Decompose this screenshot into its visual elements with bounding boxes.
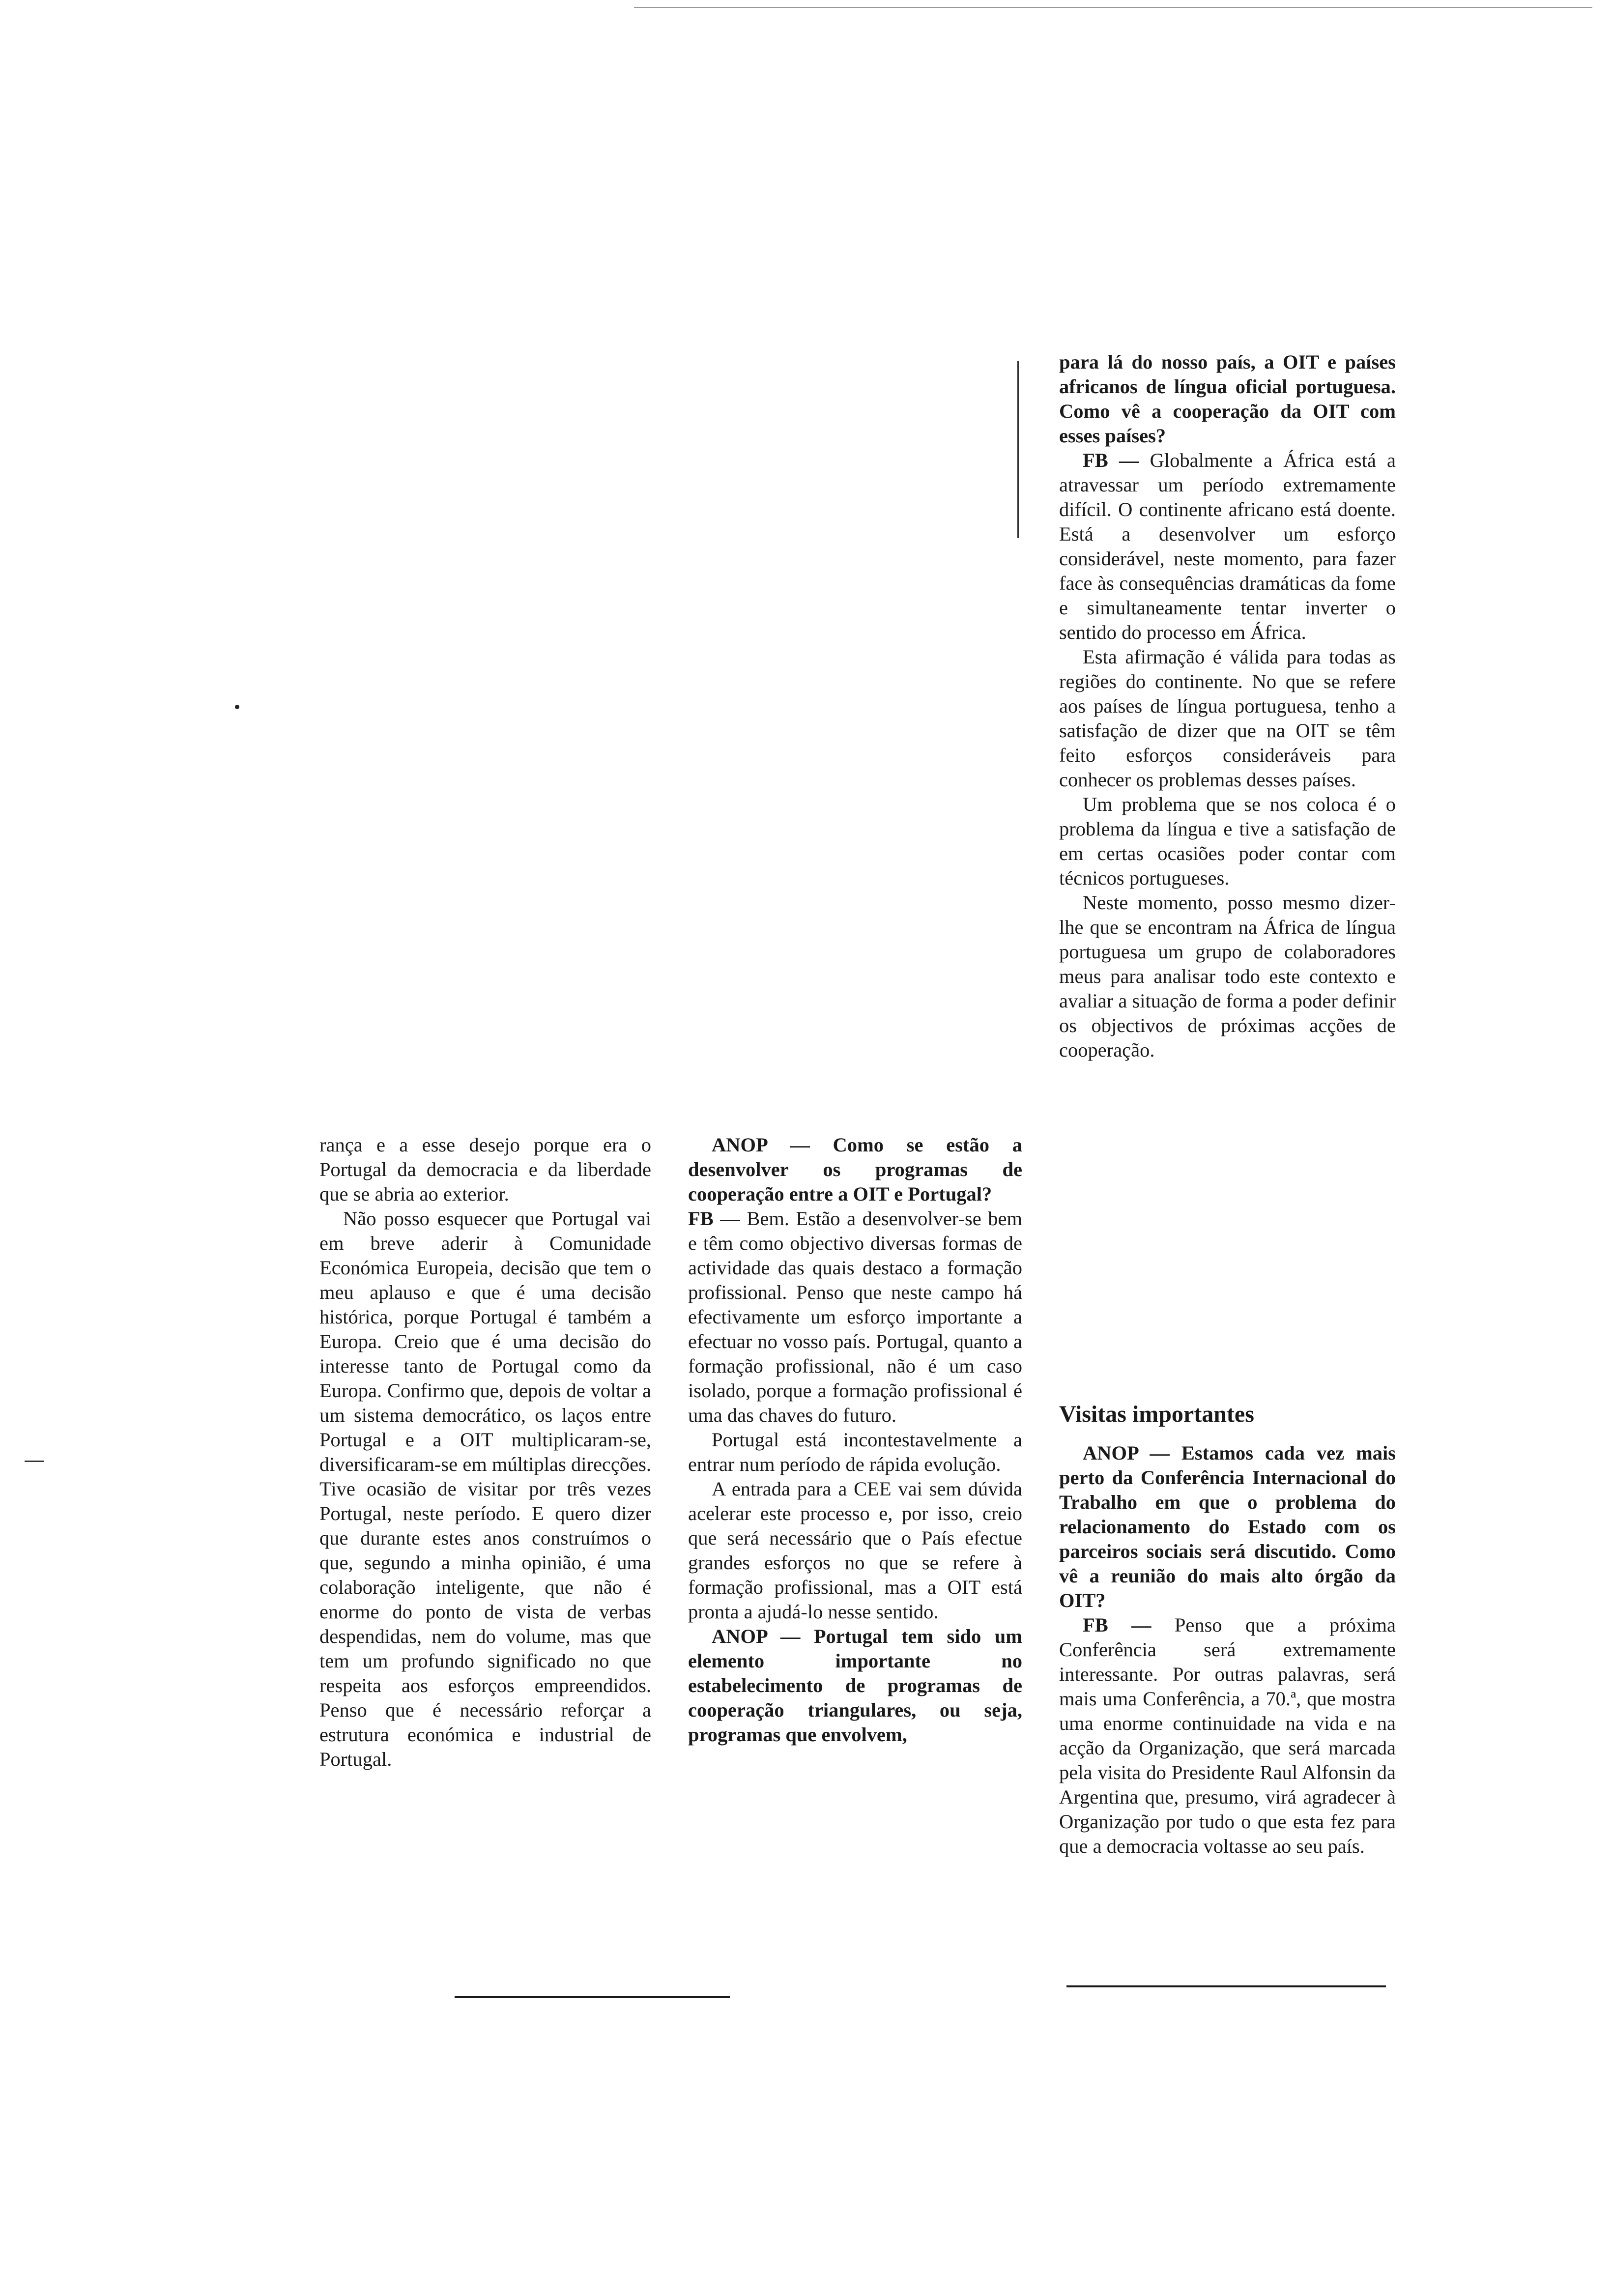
question-3 (1059, 1441, 1396, 1613)
article-column-right-top (1059, 350, 1396, 1062)
question-3-speaker: ANOP — (1083, 1442, 1170, 1464)
left-paragraph-1: rança e a esse desejo porque era o Portugal da democracia e da liberdade que se abria ao exterior. (319, 1134, 651, 1205)
article-column-left (319, 1133, 651, 1772)
answer-3 (1059, 1613, 1396, 1859)
answer-2-speaker: FB — (1083, 449, 1139, 471)
question-1-speaker: ANOP — (712, 1134, 810, 1156)
question-3-text: Estamos cada vez mais perto da Conferência Internacional do Trabalho em que o problema do relacionamento do Estado com os parceiros sociais será discutido. Como vê a reunião do mais alto órgão da OIT? (1059, 1442, 1396, 1611)
answer-1-speaker: FB — (688, 1207, 740, 1230)
left-paragraph-2: Não posso esquecer que Portugal vai em breve aderir à Comunidade Económica Europeia, decisão que tem o meu aplauso e que é uma decisão histórica, porque Portugal é também a Europa. Creio que é uma decisão do interesse tanto de Portugal como da Europa. Confirmo que, depois de voltar a um sistema democrático, os laços entre Portugal e a OIT multiplicaram-se, diversificaram-se em múltiplas direcções. Tive ocasião de visitar por três vezes Portugal, neste período. E quero dizer que durante estes anos construímos o que, segundo a minha opinião, é uma colaboração inteligente, que não é enorme do ponto de vista de verbas despendidas, nem do volume, mas que tem um profundo significado no que respeita aos esforços empreendidos. Penso que é necessário reforçar a estrutura económica e industrial de Portugal. (319, 1207, 651, 1770)
answer-3-text: Penso que a próxima Conferência será extremamente interessante. Por outras palavras, será mais uma Conferência, a 70.ª, que mostra uma enorme continuidade na vida e na acção da Organização, que será marcada pela visita do Presidente Raul Alfonsin da Argentina que, presumo, virá agradecer à Organização por tudo o que esta fez para que a democracia voltasse ao seu país. (1059, 1614, 1396, 1857)
margin-mark (1017, 361, 1019, 538)
answer-3-speaker: FB — (1083, 1614, 1151, 1636)
scan-speck (235, 705, 239, 709)
question-1 (688, 1133, 1022, 1206)
question-1-text: Como se estão a desenvolver os programas de cooperação entre a OIT e Portugal? (688, 1134, 1022, 1205)
question-2-text: Portugal tem sido um elemento importante no estabelecimento de programas de cooperação triangulares, ou seja, programas que envolvem, (688, 1625, 1022, 1746)
question-2-continued: para lá do nosso país, a OIT e países africanos de língua oficial portuguesa. Como vê a cooperação da OIT com esses países? (1059, 351, 1396, 447)
middle-paragraph-2: Portugal está incontestavelmente a entrar num período de rápida evolução. (688, 1429, 1022, 1475)
edge-mark (25, 1461, 44, 1462)
right-paragraph-2: Esta afirmação é válida para todas as regiões do continente. No que se refere aos países de língua portuguesa, tenho a satisfação de dizer que na OIT se têm feito esforços consideráveis para conhecer os problemas desses países. (1059, 646, 1396, 791)
section-subheading: Visitas importantes (1059, 1401, 1254, 1427)
bottom-rule-middle (455, 1996, 730, 1998)
article-column-middle (688, 1133, 1022, 1747)
answer-1-text: Bem. Estão a desenvolver-se bem e têm como objectivo diversas formas de actividade das quais destaco a formação profissional. Penso que neste campo há efectivamente um esforço importante a efectuar no vosso país. Portugal, quanto a formação profissional, não é um caso isolado, porque a formação profissional é uma das chaves do futuro. (688, 1207, 1022, 1426)
bottom-rule-right (1066, 1985, 1386, 1987)
middle-paragraph-3: A entrada para a CEE vai sem dúvida acelerar este processo e, por isso, creio que será necessário que o País efectue grandes esforços no que se refere à formação profissional, mas a OIT está pronta a ajudá-lo nesse sentido. (688, 1478, 1022, 1623)
right-paragraph-3: Um problema que se nos coloca é o problema da língua e tive a satisfação de em certas ocasiões poder contar com técnicos portugueses. (1059, 793, 1396, 889)
answer-2-text: Globalmente a África está a atravessar um período extremamente difícil. O continente africano está doente. Está a desenvolver um esforço considerável, neste momento, para fazer face às consequências dramáticas da fome e simultaneamente tentar inverter o sentido do processo em África. (1059, 449, 1396, 643)
question-2 (688, 1624, 1022, 1747)
right-paragraph-4: Neste momento, posso mesmo dizer-lhe que se encontram na África de língua portuguesa um grupo de colaboradores meus para analisar todo este contexto e avaliar a situação de forma a poder definir os objectivos de próximas acções de cooperação. (1059, 891, 1396, 1061)
answer-2 (1059, 448, 1396, 645)
article-column-right-bottom (1059, 1401, 1396, 1859)
question-2-speaker: ANOP — (712, 1625, 801, 1647)
top-scan-line (634, 7, 1592, 8)
answer-1 (688, 1206, 1022, 1428)
